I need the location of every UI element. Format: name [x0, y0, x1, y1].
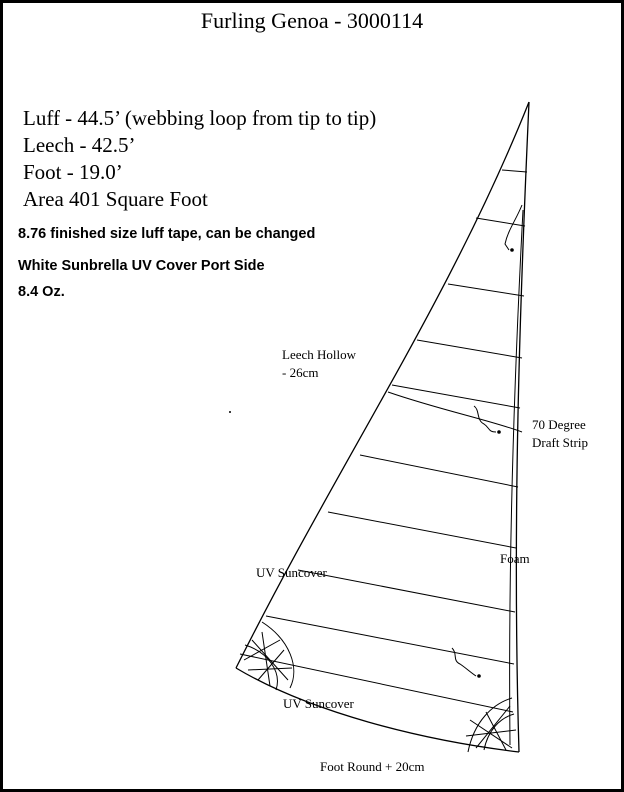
draft-strip-label-line1: 70 Degree: [532, 417, 586, 432]
draft-strip-line: [388, 392, 522, 432]
spec-luff: Luff - 44.5’ (webbing loop from tip to tip): [23, 106, 377, 130]
foam-label: Foam: [500, 551, 530, 566]
clew-suncover: [466, 698, 516, 752]
note-uv-cover: White Sunbrella UV Cover Port Side: [18, 258, 265, 274]
sail-luff-line: [516, 102, 529, 752]
foot-round-label: Foot Round + 20cm: [320, 759, 425, 774]
batten-mark-top: [505, 205, 522, 250]
leech-hollow-label-line2: - 26cm: [282, 365, 319, 380]
uv-suncover-bottom-label: UV Suncover: [283, 696, 354, 711]
sail-leech-line: [236, 102, 529, 668]
spec-foot: Foot - 19.0’: [23, 160, 123, 184]
spec-area: Area 401 Square Foot: [23, 187, 208, 211]
leech-hollow-label-line1: Leech Hollow: [282, 347, 357, 362]
uv-suncover-top-label: UV Suncover: [256, 565, 327, 580]
tack-suncover: [244, 622, 294, 690]
panel-seams: [240, 170, 527, 712]
sail-foot-line: [236, 668, 519, 752]
note-weight: 8.4 Oz.: [18, 284, 65, 300]
spec-leech: Leech - 42.5’: [23, 133, 136, 157]
draft-strip-label-line2: Draft Strip: [532, 435, 588, 450]
note-luff-tape: 8.76 finished size luff tape, can be changed: [18, 226, 316, 242]
page-title: Furling Genoa - 3000114: [200, 8, 424, 33]
batten-mark-mid: [474, 406, 496, 432]
